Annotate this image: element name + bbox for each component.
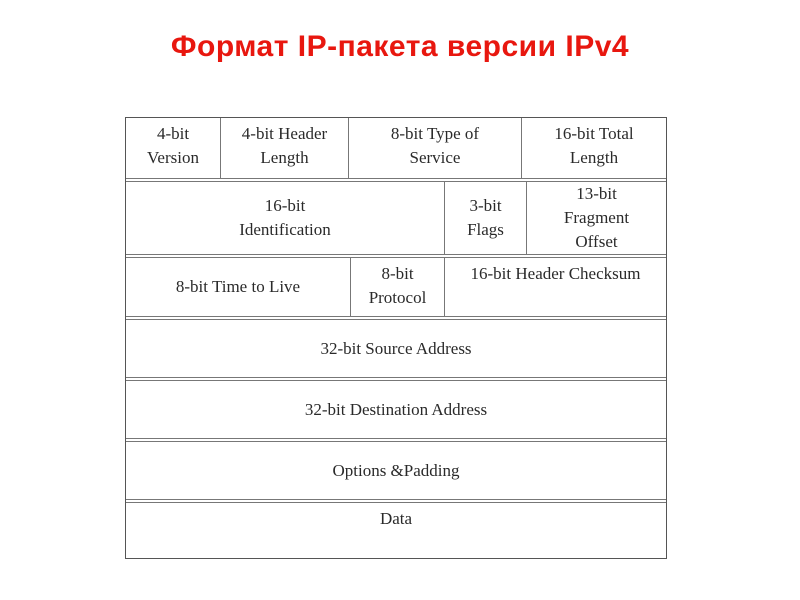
field-flags-line1: 3-bit	[469, 196, 502, 215]
field-protocol-line2: Protocol	[368, 288, 427, 307]
field-data	[126, 503, 666, 558]
field-identification-line2: Identification	[239, 220, 331, 239]
header-row-data	[126, 499, 666, 558]
field-header-checksum-label: 16-bit Header Checksum	[470, 264, 641, 283]
field-flags	[444, 182, 526, 254]
field-header-length-line2: Length	[260, 148, 309, 167]
field-protocol-line1: 8-bit	[381, 264, 414, 283]
field-total-length-line1: 16-bit Total	[554, 124, 634, 143]
field-version-line1: 4-bit	[156, 124, 190, 143]
header-row-destination	[126, 377, 666, 438]
field-protocol	[350, 258, 444, 316]
field-fragment-offset	[526, 182, 666, 254]
field-fragment-offset-line2: Fragment	[563, 208, 630, 227]
ipv4-header-diagram	[125, 117, 667, 559]
field-type-of-service	[348, 118, 521, 178]
header-row-options	[126, 438, 666, 499]
header-row-1	[126, 118, 666, 178]
header-row-3	[126, 254, 666, 316]
field-data-label: Data	[379, 509, 413, 528]
field-source-address-label: 32-bit Source Address	[320, 338, 472, 358]
field-identification	[126, 182, 444, 254]
field-fragment-offset-line3: Offset	[575, 232, 618, 251]
field-flags-line2: Flags	[467, 220, 504, 239]
field-total-length-line2: Length	[569, 148, 619, 167]
header-row-source	[126, 316, 666, 377]
field-version	[126, 118, 220, 178]
field-options-padding-label: Options &Padding	[332, 460, 460, 480]
field-identification-line1: 16-bit	[264, 196, 306, 215]
field-type-of-service-line1: 8-bit Type of	[390, 124, 480, 143]
field-destination-address-label: 32-bit Destination Address	[304, 399, 488, 419]
field-header-checksum	[444, 258, 666, 316]
field-options-padding	[126, 442, 666, 499]
field-source-address	[126, 320, 666, 377]
field-time-to-live-label: 8-bit Time to Live	[175, 277, 301, 296]
field-total-length	[521, 118, 666, 178]
slide-title: Формат IP-пакета версии IPv4	[170, 30, 630, 63]
field-time-to-live	[126, 258, 350, 316]
field-type-of-service-line2: Service	[409, 148, 461, 167]
field-fragment-offset-line1: 13-bit	[576, 184, 617, 203]
field-header-length-line1: 4-bit Header	[241, 124, 328, 143]
header-row-2	[126, 178, 666, 254]
field-header-length	[220, 118, 348, 178]
field-version-line2: Version	[147, 148, 199, 167]
field-destination-address	[126, 381, 666, 438]
